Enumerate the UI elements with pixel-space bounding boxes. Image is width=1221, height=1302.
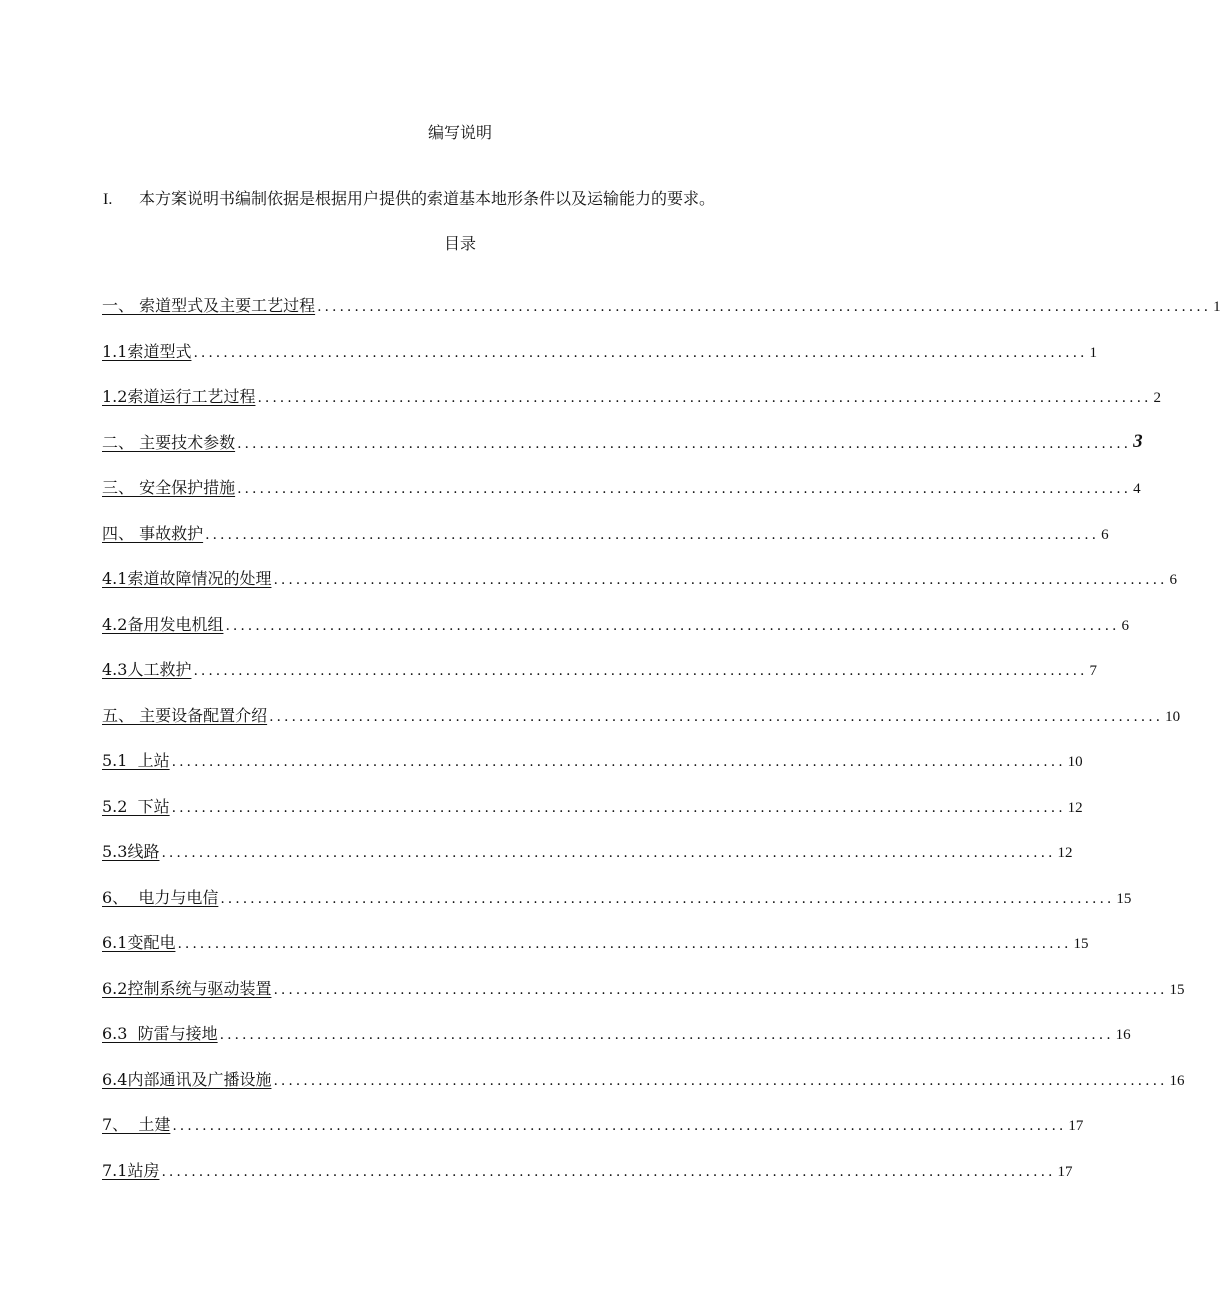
toc-entry[interactable]	[102, 929, 1089, 953]
toc-page-number: 6	[1121, 617, 1129, 634]
toc-entry[interactable]	[102, 793, 1083, 817]
toc-entry-label[interactable]: 1.2索道运行工艺过程	[102, 387, 256, 406]
toc-page-number: 16	[1169, 1072, 1185, 1089]
toc-entry[interactable]	[102, 383, 1161, 407]
toc-page-number: 6	[1169, 572, 1177, 588]
toc-page-number: 3	[1133, 430, 1143, 452]
toc-entry-label[interactable]: 三、 安全保护措施	[102, 478, 236, 497]
toc-entry[interactable]	[102, 338, 1097, 362]
toc-entry-label[interactable]: 4.3人工救护	[102, 660, 192, 679]
toc-entry[interactable]	[102, 702, 1181, 726]
toc-dot-leader: ........................................................................................................................	[172, 1118, 1067, 1134]
toc-dot-leader: ........................................................................................................................	[220, 890, 1115, 907]
toc-entry[interactable]	[102, 474, 1141, 498]
toc-entry-label[interactable]: 6.4内部通讯及广播设施	[102, 1069, 272, 1089]
toc-entry[interactable]	[102, 747, 1083, 771]
toc-dot-leader: ........................................................................................................................	[171, 799, 1066, 816]
toc-dot-leader: ........................................................................................................................	[161, 845, 1056, 861]
toc-entry[interactable]	[102, 838, 1073, 862]
toc-entry-label[interactable]: 6.2控制系统与驱动装置	[102, 978, 272, 998]
toc-entry-label[interactable]: 6、 电力与电信	[102, 887, 219, 907]
toc-dot-leader: ........................................................................................................................	[205, 526, 1100, 543]
toc-dot-leader: ........................................................................................................................	[193, 663, 1088, 679]
toc-entry[interactable]	[102, 520, 1109, 544]
toc-entry-label[interactable]: 6.1变配电	[102, 933, 176, 952]
toc-entry[interactable]	[102, 429, 1143, 453]
toc-entry[interactable]	[102, 1066, 1185, 1090]
toc-dot-leader: ........................................................................................................................	[219, 1027, 1114, 1043]
toc-dot-leader: ........................................................................................................................	[273, 572, 1168, 588]
toc-dot-leader: ........................................................................................................................	[225, 617, 1120, 634]
toc-entry-label[interactable]: 5.2 下站	[102, 796, 170, 816]
toc-entry[interactable]	[102, 975, 1185, 999]
toc-entry[interactable]	[102, 884, 1132, 908]
toc-entry-label[interactable]: 7、 土建	[102, 1115, 171, 1134]
toc-page-number: 10	[1067, 754, 1083, 770]
toc-page-number: 16	[1115, 1027, 1131, 1043]
intro-paragraph	[103, 186, 823, 209]
toc-entry-label[interactable]: 五、 主要设备配置介绍	[102, 705, 268, 725]
toc-entry-label[interactable]: 7.1站房	[102, 1160, 160, 1180]
toc-entry-label[interactable]: 4.1索道故障情况的处理	[102, 569, 272, 588]
toc-page-number: 2	[1153, 390, 1161, 406]
toc-entry-label[interactable]: 一、 索道型式及主要工艺过程	[102, 296, 316, 315]
toc-dot-leader: ........................................................................................................................	[193, 344, 1088, 361]
toc-title: 目录	[443, 234, 476, 253]
toc-page-number: 15	[1116, 890, 1132, 907]
toc-entry[interactable]	[102, 565, 1177, 589]
toc-entry[interactable]	[102, 292, 1221, 316]
toc-dot-leader: ........................................................................................................................	[237, 481, 1132, 497]
toc-page-number: 15	[1169, 981, 1185, 998]
toc-dot-leader: ........................................................................................................................	[317, 299, 1212, 315]
toc-page-number: 1	[1213, 299, 1221, 315]
toc-entry-label[interactable]: 1.1索道型式	[102, 341, 192, 361]
toc-page-number: 10	[1165, 708, 1181, 725]
toc-entry-label[interactable]: 5.1 上站	[102, 751, 170, 770]
toc-page-number: 12	[1067, 799, 1083, 816]
toc-entry-label[interactable]: 6.3 防雷与接地	[102, 1024, 218, 1043]
toc-dot-leader: ........................................................................................................................	[273, 981, 1168, 998]
toc-entry[interactable]	[102, 611, 1129, 635]
toc-entry-label[interactable]: 二、 主要技术参数	[102, 432, 236, 452]
toc-dot-leader: ........................................................................................................................	[171, 754, 1066, 770]
toc-entry-label[interactable]: 四、 事故救护	[102, 523, 204, 543]
toc-dot-leader: ........................................................................................................................	[161, 1163, 1056, 1180]
toc-page-number: 12	[1057, 845, 1073, 861]
intro-text: 本方案说明书编制依据是根据用户提供的索道基本地形条件以及运输能力的要求。	[139, 189, 716, 208]
toc-page-number: 7	[1089, 663, 1097, 679]
toc-dot-leader: ........................................................................................................................	[269, 708, 1164, 725]
toc-page-number: 1	[1089, 344, 1097, 361]
toc-page-number: 6	[1101, 526, 1109, 543]
toc-entry[interactable]	[102, 1157, 1073, 1181]
toc-dot-leader: ........................................................................................................................	[273, 1072, 1168, 1089]
toc-page-number: 15	[1073, 936, 1089, 952]
toc-dot-leader: ........................................................................................................................	[177, 936, 1072, 952]
toc-entry[interactable]	[102, 1111, 1084, 1135]
toc-page-number: 17	[1068, 1118, 1084, 1134]
toc-entry[interactable]	[102, 1020, 1131, 1044]
document-title: 编写说明	[427, 123, 492, 142]
toc-dot-leader: ........................................................................................................................	[237, 435, 1132, 452]
toc-page-number: 4	[1133, 481, 1141, 497]
toc-entry-label[interactable]: 5.3线路	[102, 842, 160, 861]
intro-number: I.	[103, 191, 113, 208]
toc-dot-leader: ........................................................................................................................	[257, 390, 1152, 406]
toc-entry-label[interactable]: 4.2备用发电机组	[102, 614, 224, 634]
toc-page-number: 17	[1057, 1163, 1073, 1180]
toc-entry[interactable]	[102, 656, 1097, 680]
